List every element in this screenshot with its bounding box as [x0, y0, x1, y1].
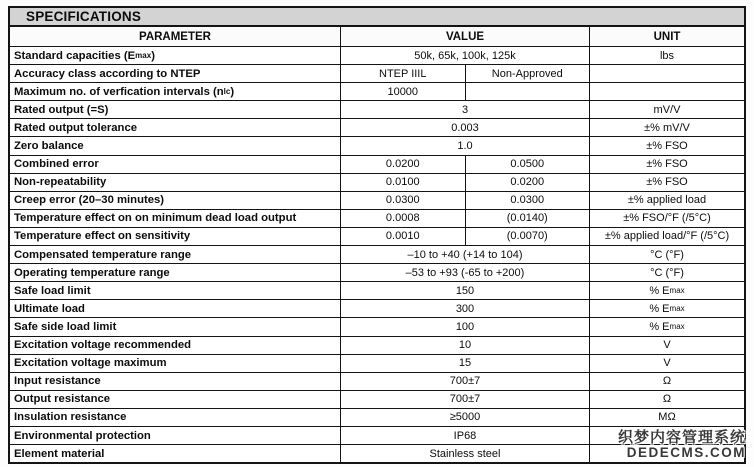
spec-row — [10, 155, 744, 173]
unit-cell — [590, 83, 744, 100]
value-cell — [341, 228, 590, 245]
spec-row — [10, 263, 744, 281]
table-title: SPECIFICATIONS — [10, 8, 744, 27]
value-text: (0.0140) — [506, 212, 548, 225]
unit-cell: °C (°F) — [650, 266, 684, 279]
spec-row — [10, 100, 744, 118]
parameter-cell: Temperature effect on on minimum dead load output — [10, 210, 341, 227]
value-text: 0.0300 — [341, 192, 466, 209]
value-cell — [341, 137, 590, 154]
unit-cell: mV/V — [653, 103, 681, 116]
spec-row — [10, 390, 744, 408]
parameter-cell: Input resistance — [10, 373, 341, 390]
unit-cell: °C (°F) — [650, 248, 684, 261]
parameter-cell: Safe side load limit — [10, 318, 341, 335]
unit-cell: V — [663, 339, 671, 352]
column-header-value: VALUE — [341, 27, 590, 46]
value-text: 1.0 — [457, 140, 473, 153]
value-cell — [341, 373, 590, 390]
value-text: 300 — [455, 302, 475, 315]
parameter-cell: Excitation voltage maximum — [10, 355, 341, 372]
spec-row — [10, 336, 744, 354]
unit-cell: % E max — [649, 302, 685, 315]
value-cell — [341, 391, 590, 408]
value-text: 150 — [455, 284, 475, 297]
unit-cell: ±% applied load/°F (/5°C) — [604, 230, 730, 243]
spec-row — [10, 354, 744, 372]
parameter-cell: Combined error — [10, 156, 341, 173]
column-header-unit: UNIT — [653, 30, 681, 43]
unit-cell: V — [663, 357, 671, 370]
unit-cell: ±% FSO/°F (/5°C) — [623, 212, 711, 225]
spec-table-body — [10, 46, 744, 462]
specifications-table — [8, 6, 746, 464]
parameter-cell: Excitation voltage recommended — [10, 337, 341, 354]
value-cell — [341, 445, 590, 462]
spec-row — [10, 299, 744, 317]
parameter-cell: Ultimate load — [10, 300, 341, 317]
spec-row — [10, 281, 744, 299]
value-text: Non-Approved — [491, 67, 563, 80]
value-text: 3 — [461, 103, 469, 116]
value-text: 10000 — [341, 83, 466, 100]
value-text: 50k, 65k, 100k, 125k — [414, 49, 516, 62]
parameter-cell: Temperature effect on sensitivity — [10, 228, 341, 245]
value-cell — [341, 300, 590, 317]
value-text: Stainless steel — [429, 447, 501, 460]
unit-cell: ±% FSO — [646, 140, 688, 153]
value-text: 0.0300 — [510, 194, 545, 207]
value-text — [466, 83, 590, 100]
spec-row — [10, 408, 744, 426]
value-cell — [341, 192, 590, 209]
value-cell — [341, 119, 590, 136]
value-text: –10 to +40 (+14 to 104) — [407, 248, 523, 261]
unit-cell: % E max — [649, 284, 685, 297]
spec-row — [10, 191, 744, 209]
unit-cell: Ω — [662, 393, 672, 406]
value-text: NTEP IIIL — [341, 65, 466, 82]
parameter-cell: Rated output (=S) — [10, 101, 341, 118]
parameter-cell: Standard capacities (E max ) — [10, 47, 341, 64]
spec-row — [10, 372, 744, 390]
value-cell — [341, 264, 590, 281]
parameter-cell: Environmental protection — [10, 427, 341, 444]
spec-row — [10, 136, 744, 154]
parameter-cell: Creep error (20–30 minutes) — [10, 192, 341, 209]
value-cell — [341, 318, 590, 335]
parameter-cell: Non-repeatability — [10, 174, 341, 191]
unit-cell: lbs — [659, 49, 675, 62]
value-text: 0.003 — [451, 121, 479, 134]
watermark — [618, 430, 746, 460]
value-text: 700±7 — [449, 393, 481, 406]
value-text: 0.0010 — [341, 228, 466, 245]
value-text: 0.0200 — [510, 176, 545, 189]
parameter-cell: Element material — [10, 445, 341, 462]
value-cell — [341, 83, 590, 100]
parameter-cell: Rated output tolerance — [10, 119, 341, 136]
spec-row — [10, 46, 744, 64]
parameter-cell: Output resistance — [10, 391, 341, 408]
spec-row — [10, 82, 744, 100]
value-text: 0.0200 — [341, 156, 466, 173]
value-text: 10 — [458, 339, 472, 352]
value-text: IP68 — [453, 429, 477, 442]
unit-cell: ±% FSO — [646, 158, 688, 171]
value-cell — [341, 409, 590, 426]
value-cell — [341, 355, 590, 372]
value-cell — [341, 101, 590, 118]
parameter-cell: Accuracy class according to NTEP — [10, 65, 341, 82]
spec-row — [10, 209, 744, 227]
watermark-line-url: DEDECMS.COM — [626, 444, 746, 460]
spec-row — [10, 118, 744, 136]
value-text: –53 to +93 (-65 to +200) — [405, 266, 525, 279]
value-cell — [341, 282, 590, 299]
parameter-cell: Zero balance — [10, 137, 341, 154]
parameter-cell: Maximum no. of verfication intervals (n lc ) — [10, 83, 341, 100]
value-text: ≥5000 — [449, 411, 481, 424]
value-text: 100 — [455, 320, 475, 333]
spec-row — [10, 317, 744, 335]
value-cell — [341, 337, 590, 354]
unit-cell: % E max — [649, 320, 685, 333]
unit-cell: ±% applied load — [627, 194, 707, 207]
spec-row — [10, 173, 744, 191]
parameter-cell: Compensated temperature range — [10, 246, 341, 263]
parameter-cell: Operating temperature range — [10, 264, 341, 281]
value-cell — [341, 210, 590, 227]
value-text: 15 — [458, 357, 472, 370]
value-text: 0.0100 — [341, 174, 466, 191]
spec-row — [10, 245, 744, 263]
spec-row — [10, 227, 744, 245]
unit-cell — [590, 65, 744, 82]
table-header-row — [10, 27, 744, 46]
value-cell — [341, 65, 590, 82]
watermark-line-cn: 织梦内容管理系统 — [617, 429, 746, 447]
unit-cell: ±% mV/V — [644, 121, 690, 134]
value-text: 0.0500 — [510, 158, 545, 171]
value-cell — [341, 427, 590, 444]
value-text: 700±7 — [449, 375, 481, 388]
spec-row — [10, 64, 744, 82]
value-text: 0.0008 — [341, 210, 466, 227]
unit-cell: Ω — [662, 375, 672, 388]
value-cell — [341, 174, 590, 191]
unit-cell: MΩ — [658, 411, 676, 424]
unit-cell: ±% FSO — [646, 176, 688, 189]
value-cell — [341, 156, 590, 173]
column-header-parameter: PARAMETER — [10, 27, 341, 46]
parameter-cell: Safe load limit — [10, 282, 341, 299]
value-cell — [341, 47, 590, 64]
parameter-cell: Insulation resistance — [10, 409, 341, 426]
value-text: (0.0070) — [506, 230, 548, 243]
value-cell — [341, 246, 590, 263]
